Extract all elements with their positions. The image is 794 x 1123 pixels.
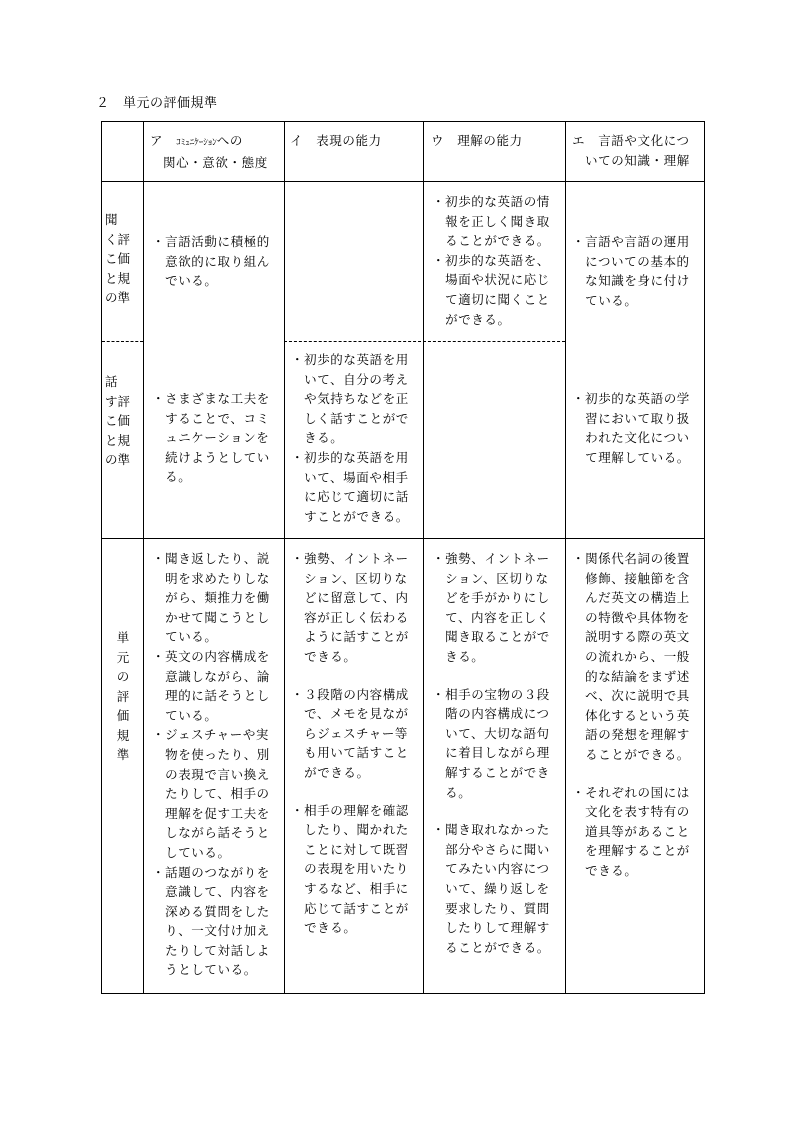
- text-line: ・英文の内容構成を: [152, 648, 270, 664]
- bullet-item: [152, 549, 284, 647]
- text-line: 語の発想を理解す: [572, 727, 690, 743]
- text-line: いて、場面や相手: [291, 469, 409, 485]
- text-line: 応じて話すことが: [291, 900, 409, 916]
- text-line: 物を使ったり、別: [152, 746, 270, 762]
- text-line: ・聞き取れなかった: [432, 822, 550, 838]
- text-line: ように話すことが: [291, 629, 409, 645]
- cell-knowledge-listening: [572, 232, 704, 310]
- text-line: ション、区切りな: [291, 570, 408, 586]
- text-line: ができる。: [432, 311, 511, 327]
- text-line: ・聞き返したり、説: [152, 551, 270, 566]
- text-line: てみたい内容につ: [432, 861, 550, 877]
- text-line: る。: [432, 784, 472, 800]
- header-knowledge: エ 言語や文化につ いての知識・理解: [572, 133, 690, 168]
- section-heading: ２ 単元の評価規準: [96, 96, 218, 111]
- text-line: ・言語活動に積極的: [152, 234, 270, 249]
- row-label-speaking: 話 す評 こ価 と規 の準: [105, 374, 131, 467]
- text-line: ・それぞれの国には: [572, 784, 690, 800]
- text-line: 文化を表す特有の: [572, 804, 690, 820]
- cell-knowledge-unit: [572, 549, 704, 881]
- bullet-item: [572, 549, 704, 765]
- text-line: いて、繰り返しを: [432, 880, 550, 896]
- text-line: ・話題のつながりを: [152, 864, 270, 880]
- text-line: ることができる。: [432, 939, 550, 955]
- text-line: ことに対して既習: [291, 841, 409, 857]
- cell-attitude-listening: [152, 232, 284, 291]
- header-expression: イ 表現の能力: [290, 133, 382, 148]
- text-line: の表現で言い換え: [152, 766, 270, 782]
- column-divider: [143, 122, 144, 993]
- row-label-listening: 聞 く評 こ価 と規 の準: [105, 212, 131, 305]
- text-line: 容が正しく伝わる: [291, 609, 409, 625]
- bullet-item: [291, 448, 423, 526]
- cell-understanding-listening: [432, 192, 564, 329]
- text-line: ・強勢、イントネー: [291, 551, 409, 566]
- cell-expression-unit: [291, 549, 423, 938]
- cell-understanding-unit: [432, 549, 564, 957]
- bullet-item: [572, 389, 704, 467]
- text-line: 要求したり、質問: [432, 900, 550, 916]
- text-line: きる。: [291, 430, 344, 446]
- cell-attitude-speaking: [152, 389, 284, 487]
- text-line: ができる。: [291, 764, 370, 780]
- text-line: 意識しながら、論: [152, 668, 270, 684]
- text-line: ・関係代名詞の後置: [572, 551, 690, 566]
- text-line: ・相手の理解を確認: [291, 802, 409, 818]
- text-line: 的な結論をまず述: [572, 668, 690, 684]
- text-line: ることができる。: [572, 746, 690, 762]
- bullet-item: [152, 725, 284, 862]
- text-line: ・さまざまな工夫を: [152, 391, 270, 406]
- text-line: どに留意して、内: [291, 590, 409, 606]
- text-line: でいる。: [152, 273, 218, 289]
- text-line: 体化するという英: [572, 707, 690, 723]
- text-line: ・ジェスチャーや実: [152, 727, 270, 743]
- text-line: り、一文付け加え: [152, 923, 270, 939]
- text-line: ・言語や言語の運用: [572, 234, 690, 249]
- text-line: ュニケーションを: [152, 430, 270, 446]
- row-label-unit: 単 元 の 評 価 規 準: [116, 630, 130, 762]
- cell-attitude-unit: [152, 549, 284, 980]
- bullet-item: [291, 350, 423, 448]
- row-dashed-divider: [284, 341, 565, 342]
- text-line: することで、コミ: [152, 410, 270, 426]
- text-line: て理解している。: [572, 449, 690, 465]
- text-line: 理的に話そうとし: [152, 688, 270, 704]
- bullet-item: [432, 820, 564, 957]
- bullet-item: [152, 647, 284, 725]
- text-line: うとしている。: [152, 962, 257, 978]
- bullet-item: [432, 251, 564, 329]
- bullet-item: [432, 549, 564, 667]
- text-line: を理解することが: [572, 843, 690, 859]
- text-line: ・相手の宝物の３段: [432, 686, 550, 702]
- text-line: ション、区切りな: [432, 570, 549, 586]
- text-line: すことができる。: [291, 508, 409, 524]
- text-line: んだ英文の構造上: [572, 590, 690, 606]
- bullet-item: [152, 232, 284, 291]
- text-line: ・初歩的な英語の学: [572, 391, 690, 406]
- text-line: 明を求めたりしな: [152, 570, 270, 586]
- text-line: かせて聞こうとし: [152, 609, 270, 625]
- text-line: に応じて適切に話: [291, 489, 409, 505]
- bullet-item: [432, 192, 564, 251]
- text-line: ている。: [152, 707, 218, 723]
- text-line: たりして対話しよ: [152, 942, 270, 958]
- text-line: で、メモを見なが: [291, 706, 409, 722]
- unit-row-divider: [102, 538, 704, 539]
- text-line: 場面や状況に応じ: [432, 272, 550, 288]
- header-divider: [102, 181, 704, 182]
- bullet-item: [572, 783, 704, 881]
- text-line: な知識を身に付け: [572, 273, 690, 289]
- text-line: できる。: [291, 920, 357, 936]
- text-line: できる。: [572, 862, 638, 878]
- text-line: ・強勢、イントネー: [432, 551, 550, 566]
- text-line: 聞き取ることがで: [432, 629, 550, 645]
- header-attitude: ア ｺﾐｭﾆｹｰｼｮﾝへの 関心・意欲・態度: [150, 133, 268, 170]
- text-line: われた文化につい: [572, 430, 690, 446]
- text-line: の表現を用いたり: [291, 861, 409, 877]
- text-line: きる。: [432, 648, 485, 664]
- text-line: しく話すことがで: [291, 410, 409, 426]
- text-line: 理解を促す工夫を: [152, 805, 270, 821]
- text-line: 意識して、内容を: [152, 884, 270, 900]
- text-line: 部分やさらに聞い: [432, 841, 550, 857]
- text-line: て、内容を正しく: [432, 609, 550, 625]
- text-line: ・３段階の内容構成: [291, 686, 409, 702]
- text-line: 深める質問をした: [152, 903, 270, 919]
- text-line: ている。: [572, 292, 638, 308]
- text-line: ることができる。: [432, 233, 550, 249]
- text-line: る。: [152, 469, 192, 485]
- text-line: している。: [152, 844, 231, 860]
- text-line: 続けようとしてい: [152, 449, 270, 465]
- text-line: どを手がかりにし: [432, 590, 550, 606]
- text-line: についての基本的: [572, 253, 690, 269]
- text-line: も用いて話すこと: [291, 745, 409, 761]
- column-divider: [565, 122, 566, 993]
- text-line: 説明する際の英文: [572, 629, 690, 645]
- bullet-item: [152, 863, 284, 981]
- text-line: の流れから、一般: [572, 648, 690, 664]
- header-understanding: ウ 理解の能力: [431, 133, 523, 148]
- evaluation-criteria-table: [101, 121, 705, 994]
- bullet-item: [152, 389, 284, 487]
- bullet-item: [572, 232, 704, 310]
- text-line: の特徴や具体物を: [572, 609, 690, 625]
- text-line: や気持ちなどを正: [291, 391, 409, 407]
- bullet-item: [291, 685, 423, 783]
- text-line: 意欲的に取り組ん: [152, 253, 270, 269]
- text-line: ・初歩的な英語を用: [291, 352, 409, 367]
- text-line: 解することができ: [432, 764, 550, 780]
- text-line: いて、大切な語句: [432, 725, 550, 741]
- bullet-item: [291, 549, 423, 667]
- text-line: したりして理解す: [432, 920, 550, 936]
- text-line: べ、次に説明で具: [572, 688, 690, 704]
- text-line: するなど、相手に: [291, 880, 409, 896]
- bullet-item: [291, 801, 423, 938]
- text-line: したり、聞かれた: [291, 822, 409, 838]
- text-line: できる。: [291, 648, 357, 664]
- cell-knowledge-speaking: [572, 389, 704, 467]
- text-line: らジェスチャー等: [291, 725, 409, 741]
- text-line: たりして、相手の: [152, 786, 270, 802]
- text-line: 道具等があること: [572, 823, 690, 839]
- text-line: ている。: [152, 629, 218, 645]
- column-divider: [423, 122, 424, 993]
- cell-expression-speaking: [291, 350, 423, 526]
- bullet-item: [432, 685, 564, 803]
- column-divider: [284, 122, 285, 993]
- text-line: ・初歩的な英語を、: [432, 252, 550, 268]
- text-line: がら、類推力を働: [152, 590, 270, 606]
- text-line: 習において取り扱: [572, 410, 690, 426]
- text-line: に着目しながら理: [432, 745, 550, 761]
- text-line: いて、自分の考え: [291, 371, 409, 387]
- text-line: 報を正しく聞き取: [432, 213, 550, 229]
- text-line: しながら話そうと: [152, 825, 270, 841]
- text-line: ・初歩的な英語の情: [432, 194, 550, 209]
- text-line: 修飾、接触節を含: [572, 570, 690, 586]
- text-line: ・初歩的な英語を用: [291, 449, 409, 465]
- text-line: て適切に聞くこと: [432, 291, 550, 307]
- text-line: 階の内容構成につ: [432, 706, 550, 722]
- row-dashed-divider: [102, 341, 143, 342]
